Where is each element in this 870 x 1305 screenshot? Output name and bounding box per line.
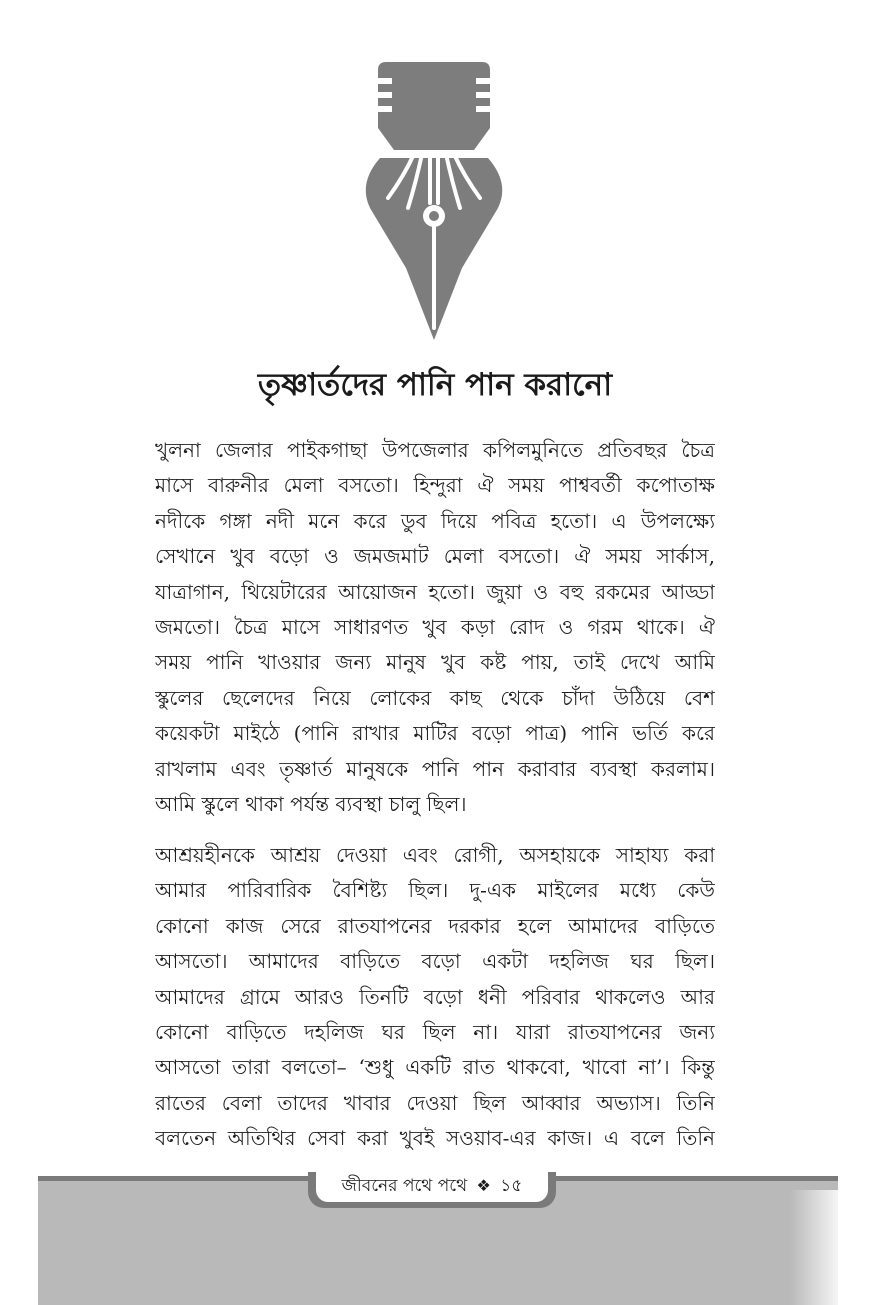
text-line: নদীকে গঙ্গা নদী মনে করে ডুব দিয়ে পবিত্র হতো। এ উপলক্ষ্যে	[155, 508, 715, 533]
fountain-pen-nib-icon	[358, 58, 510, 340]
text-line: সেখানে খুব বড়ো ও জমজমাট মেলা বসতো। ঐ সময় সার্কাস,	[155, 544, 715, 569]
chapter-title: তৃষ্ণার্তদের পানি পান করানো	[257, 367, 613, 403]
text-line: বলতেন অতিথির সেবা করা খুবই সওয়াব-এর কাজ। এ বলে তিনি	[155, 1126, 715, 1151]
text-line: কোনো বাড়িতে দহলিজ ঘর ছিল না। যারা রাতযাপনের জন্য	[155, 1019, 715, 1044]
text-line: আমার পারিবারিক বৈশিষ্ট্য ছিল। দু-এক মাইলের মধ্যে কেউ	[155, 878, 715, 903]
text-line: আসতো। আমাদের বাড়িতে বড়ো একটা দহলিজ ঘর ছিল।	[155, 949, 715, 974]
text-line: কয়েকটা মাইঠে (পানি রাখার মাটির বড়ো পাত্র) পানি ভর্তি করে	[155, 721, 715, 746]
paragraph-1	[155, 433, 715, 822]
text-line: যাত্রাগান, থিয়েটারের আয়োজন হতো। জুয়া ও বহু রকমের আড্ডা	[155, 579, 715, 604]
text-line: জমতো। চৈত্র মাসে সাধারণত খুব কড়া রোদ ও গরম থাকে। ঐ	[155, 614, 715, 639]
text-line: আমাদের গ্রামে আরও তিনটি বড়ো ধনী পরিবার থাকলেও আর	[155, 984, 715, 1009]
text-line: খুলনা জেলার পাইকগাছা উপজেলার কপিলমুনিতে প্রতিবছর চৈত্র	[155, 438, 715, 462]
text-line: রাতের বেলা তাদের খাবার দেওয়া ছিল আব্বার অভ্যাস। তিনি	[155, 1090, 715, 1115]
paragraph-2	[155, 838, 715, 1157]
book-title: জীবনের পথে পথে	[341, 1176, 468, 1196]
text-line: স্কুলের ছেলেদের নিয়ে লোকের কাছ থেকে চাঁদা উঠিয়ে বেশ	[155, 685, 715, 710]
text-line: রাখলাম এবং তৃষ্ণার্ত মানুষকে পানি পান করাবার ব্যবস্থা করলাম।	[155, 756, 715, 781]
text-line: আমি স্কুলে থাকা পর্যন্ত ব্যবস্থা চালু ছিল।	[155, 791, 467, 816]
text-line: মাসে বারুনীর মেলা বসতো। হিন্দুরা ঐ সময় পাশ্ববর্তী কপোতাক্ষ	[155, 473, 715, 498]
diamond-separator-icon: ❖	[476, 1176, 491, 1195]
scan-edge	[790, 1190, 870, 1305]
text-line: আসতো তারা বলতো– ‘শুধু একটি রাত থাকবো, খাবো না’। কিন্তু	[155, 1055, 715, 1080]
page-number: ১৫	[500, 1176, 523, 1196]
text-line: কোনো কাজ সেরে রাতযাপনের দরকার হলে আমাদের বাড়িতে	[155, 913, 715, 938]
running-footer	[316, 1172, 548, 1202]
text-line: সময় পানি খাওয়ার জন্য মানুষ খুব কষ্ট পায়, তাই দেখে আমি	[155, 650, 715, 675]
text-line: আশ্রয়হীনকে আশ্রয় দেওয়া এবং রোগী, অসহায়কে সাহায্য করা	[155, 843, 715, 867]
